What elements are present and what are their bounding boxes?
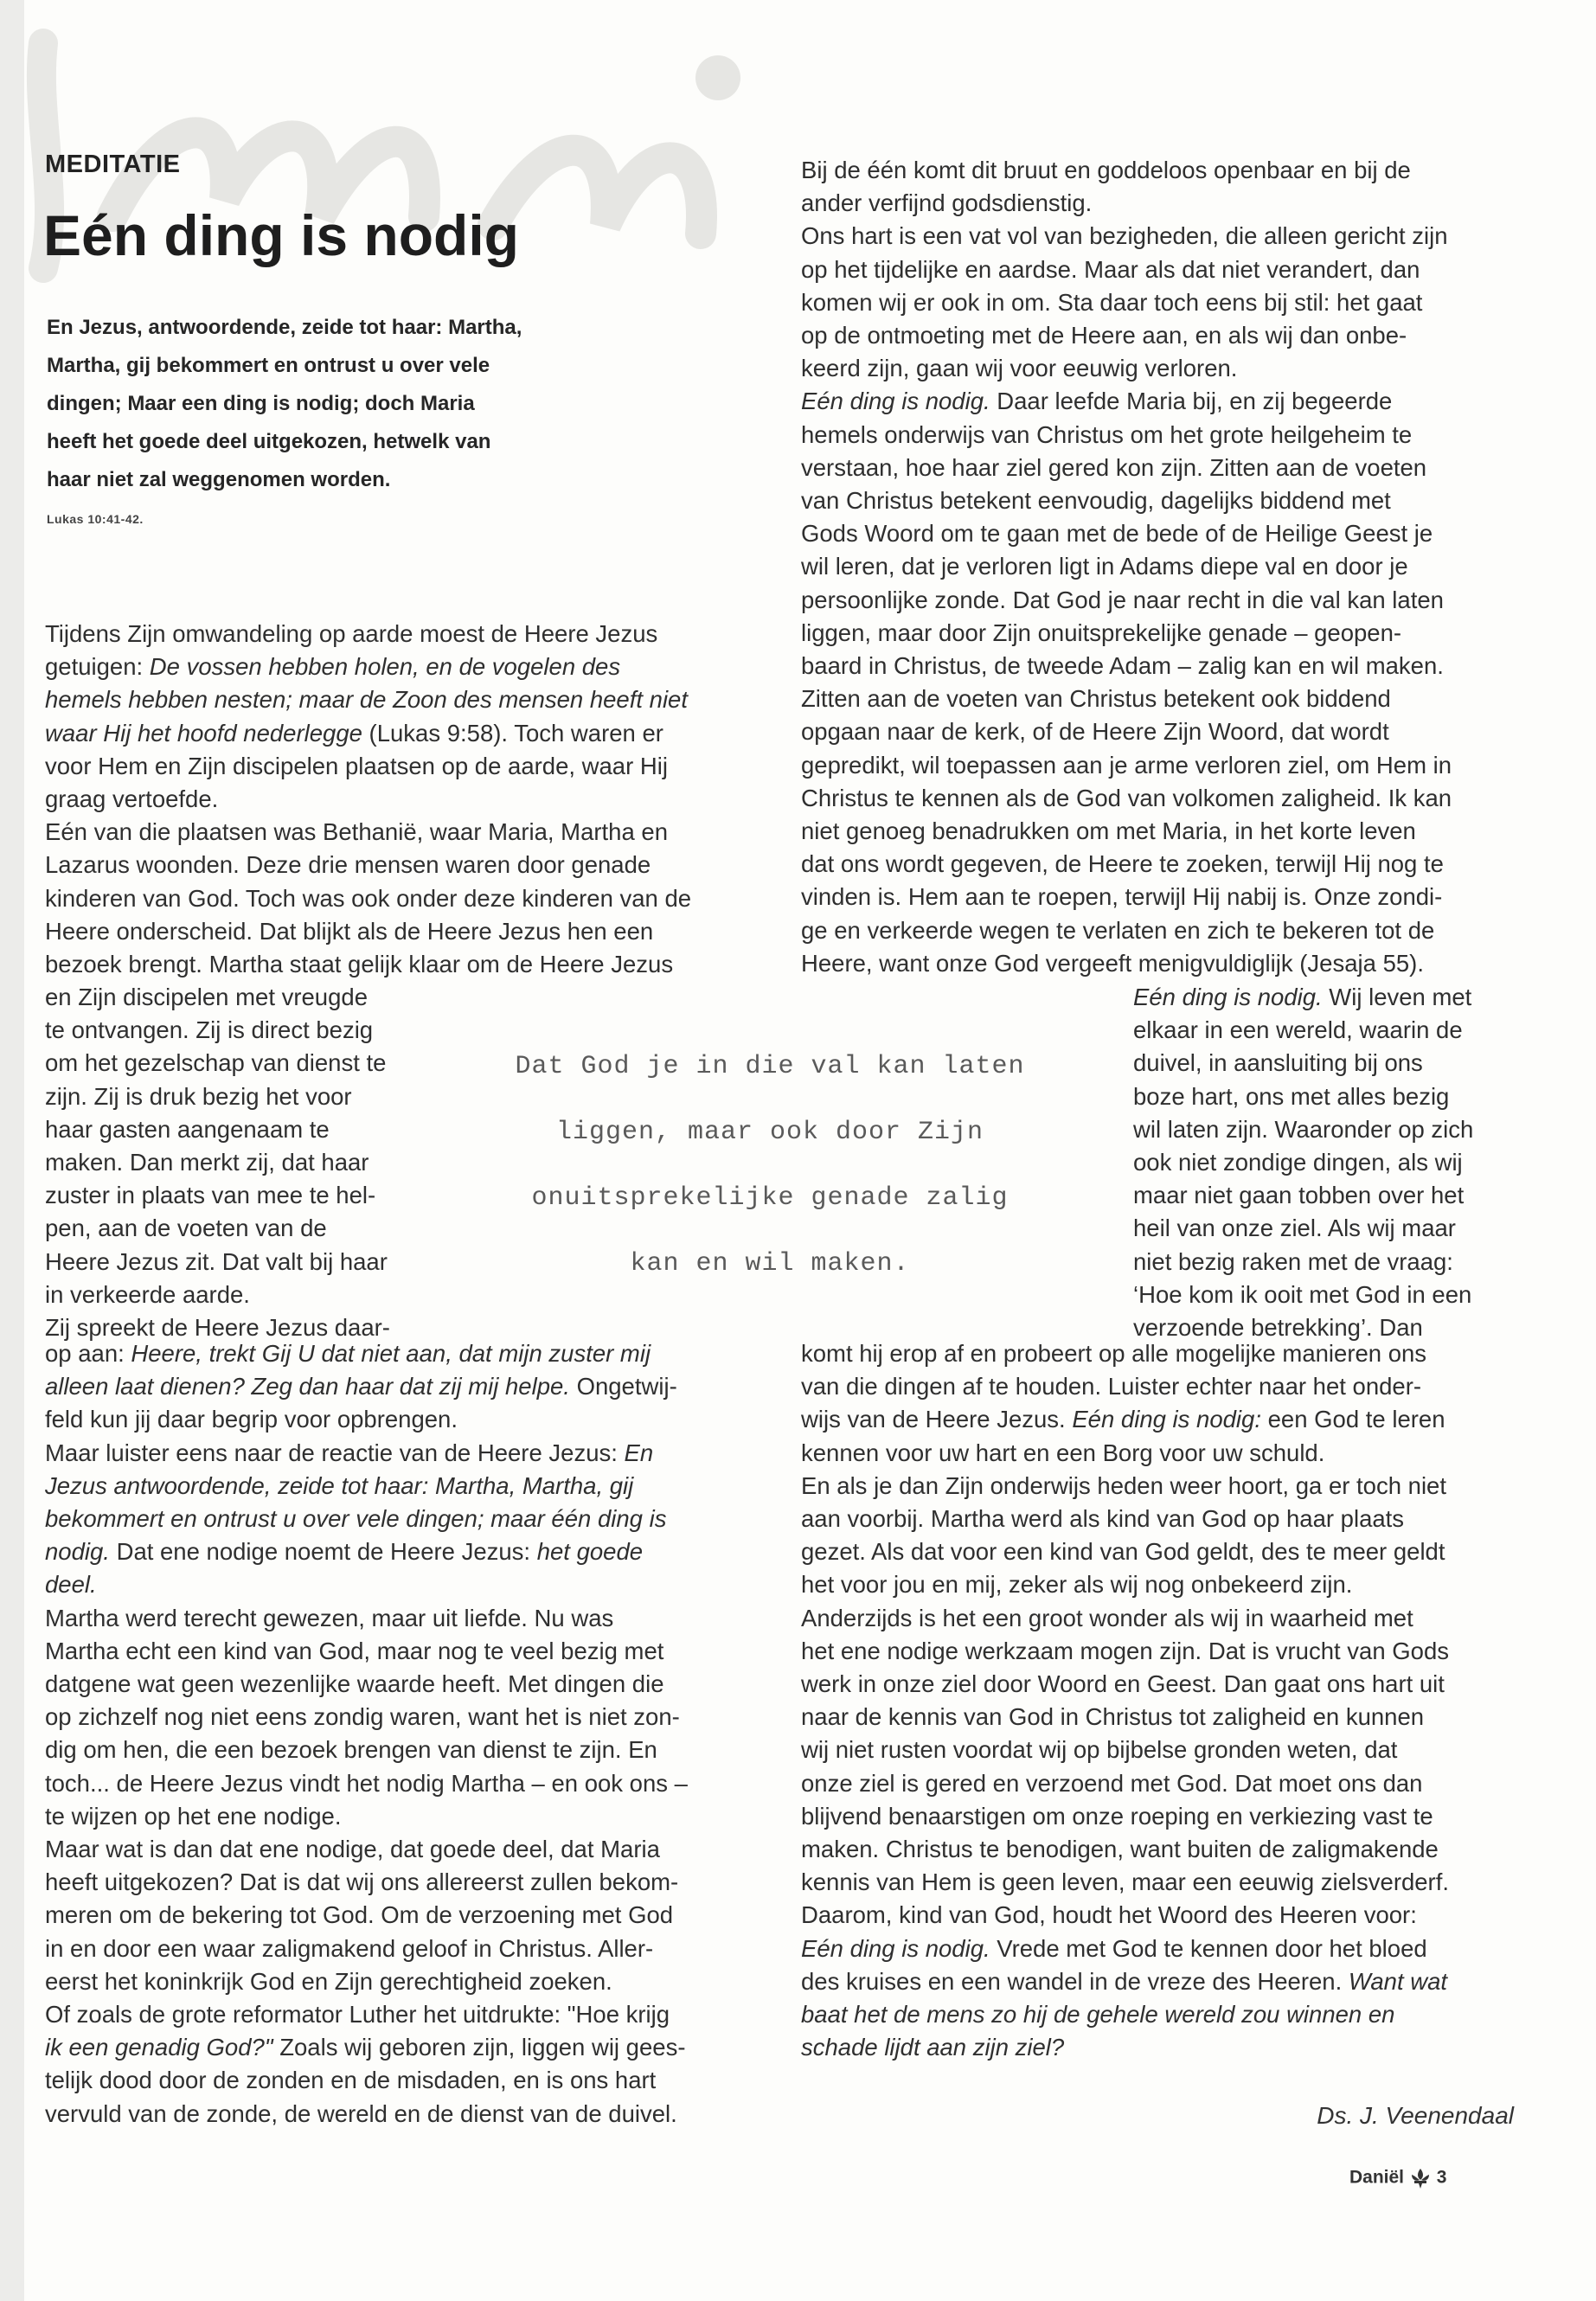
text-segment: elkaar in een wereld, waarin de bbox=[1133, 1016, 1463, 1044]
text-line bbox=[801, 1701, 1510, 1734]
intro-line: En Jezus, antwoordende, zeide tot haar: Martha, bbox=[47, 316, 522, 339]
text-line bbox=[45, 915, 763, 948]
text-segment: Daarom, kind van God, houdt het Woord des Heeren voor: bbox=[801, 1901, 1417, 1929]
italic-segment: schade lijdt aan zijn ziel? bbox=[801, 2034, 1065, 2061]
text-segment: maken. Christus te benodigen, want buiten de zaligmakende bbox=[801, 1836, 1439, 1863]
text-segment: wil laten zijn. Waaronder op zich bbox=[1133, 1115, 1474, 1143]
body-column-left-bottom bbox=[45, 1337, 763, 2131]
italic-segment: Heere, trekt Gij U dat niet aan, dat mijn zuster mij bbox=[131, 1340, 651, 1367]
text-line bbox=[45, 717, 763, 750]
text-segment: komt hij erop af en probeert op alle mogelijke manieren ons bbox=[801, 1340, 1427, 1367]
text-segment: Maar luister eens naar de reactie van de Heere Jezus: bbox=[45, 1439, 625, 1466]
text-segment: Wij leven met bbox=[1322, 984, 1472, 1010]
text-line: pen, aan de voeten van de bbox=[45, 1215, 327, 1242]
text-line bbox=[801, 1403, 1510, 1436]
text-segment: eerst het koninkrijk God en Zijn gerechtigheid zoeken. bbox=[45, 1967, 612, 1995]
text-line bbox=[801, 1437, 1510, 1470]
text-segment: gepredikt, wil toepassen aan je arme verloren ziel, om Hem in bbox=[801, 751, 1452, 779]
text-segment: opgaan naar de kerk, of de Heere Zijn Woord, dat wordt bbox=[801, 718, 1389, 746]
text-line bbox=[45, 1800, 763, 1833]
text-segment: Heere onderscheid. Dat blijkt als de Heere Jezus hen een bbox=[45, 917, 654, 945]
text-segment: op zichzelf nog niet eens zondig waren, want het is niet zon- bbox=[45, 1703, 680, 1731]
text-segment: van Christus betekent eenvoudig, dagelijks biddend met bbox=[801, 487, 1391, 515]
italic-segment: deel. bbox=[45, 1571, 97, 1599]
text-segment: telijk dood door de zonden en de misdaden, en is ons hart bbox=[45, 2067, 657, 2094]
text-segment: Dat ene nodige noemt de Heere Jezus: bbox=[109, 1538, 537, 1566]
text-segment: boze hart, ons met alles bezig bbox=[1133, 1082, 1450, 1110]
italic-segment: En bbox=[624, 1439, 654, 1466]
italic-segment: Eén ding is nodig. bbox=[801, 1934, 990, 1962]
text-line bbox=[801, 220, 1510, 253]
text-segment: datgene wat geen wezenlijke waarde heeft. Met dingen die bbox=[45, 1670, 664, 1698]
italic-segment: Eén ding is nodig. bbox=[801, 388, 990, 415]
text-segment: des kruises en een wandel in de vreze des Heeren. bbox=[801, 1967, 1349, 1995]
text-segment: op aan: bbox=[45, 1340, 131, 1367]
text-segment: Of zoals de grote reformator Luther het uitdrukte: "Hoe krijg bbox=[45, 2001, 670, 2029]
text-line bbox=[801, 550, 1510, 583]
italic-segment: De vossen hebben holen, en de vogelen des bbox=[149, 653, 621, 681]
text-segment: wil leren, dat je verloren ligt in Adams diepe val en door je bbox=[801, 553, 1408, 580]
text-line: Zij spreekt de Heere Jezus daar- bbox=[45, 1314, 390, 1342]
text-line bbox=[45, 849, 763, 881]
text-segment: Zitten aan de voeten van Christus betekent ook biddend bbox=[801, 685, 1391, 713]
text-line bbox=[801, 286, 1510, 319]
text-segment: aan voorbij. Martha werd als kind van God op haar plaats bbox=[801, 1505, 1405, 1533]
text-segment: te wijzen op het ene nodige. bbox=[45, 1802, 342, 1830]
text-line bbox=[801, 782, 1510, 815]
text-line bbox=[45, 1602, 763, 1635]
text-line bbox=[45, 1833, 763, 1866]
text-line: Heere Jezus zit. Dat valt bij haar bbox=[45, 1247, 388, 1275]
text-line bbox=[45, 882, 763, 915]
pull-quote-line: kan en wil maken. bbox=[630, 1249, 910, 1279]
text-line bbox=[45, 2064, 763, 2097]
page-footer bbox=[1349, 2167, 1446, 2189]
text-segment: vinden is. Hem aan te roepen, terwijl Hij nabij is. Onze zondi- bbox=[801, 883, 1443, 911]
pull-quote-line: Dat God je in die val kan laten bbox=[515, 1052, 1025, 1081]
text-segment: bezoek brengt. Martha staat gelijk klaar om de Heere Jezus bbox=[45, 951, 674, 978]
text-line bbox=[801, 914, 1510, 947]
text-segment: ge en verkeerde wegen te verlaten en zich te bekeren tot de bbox=[801, 916, 1435, 944]
text-line: haar gasten aangenaam te bbox=[45, 1115, 330, 1143]
text-line bbox=[45, 750, 763, 783]
text-segment: van die dingen af te houden. Luister echter naar het onder- bbox=[801, 1373, 1422, 1400]
text-line bbox=[1133, 1212, 1514, 1245]
text-line bbox=[801, 319, 1510, 352]
intro-line: Martha, gij bekommert en ontrust u over vele bbox=[47, 354, 490, 377]
text-segment: Gods Woord om te gaan met de bede of de Heilige Geest je bbox=[801, 520, 1433, 548]
text-line bbox=[801, 947, 1510, 980]
text-segment: Bij de één komt dit bruut en goddeloos openbaar en bij de bbox=[801, 157, 1411, 183]
italic-segment: waar Hij het hoofd nederlegge bbox=[45, 719, 362, 747]
text-line bbox=[801, 584, 1510, 617]
text-segment: Ons hart is een vat vol van bezigheden, die alleen gericht zijn bbox=[801, 222, 1448, 250]
text-line bbox=[45, 1370, 763, 1403]
text-line bbox=[801, 1800, 1510, 1833]
text-segment: voor Hem en Zijn discipelen plaatsen op de aarde, waar Hij bbox=[45, 752, 668, 779]
text-line: en Zijn discipelen met vreugde bbox=[45, 984, 368, 1010]
text-line bbox=[1133, 1014, 1514, 1047]
text-segment: keerd zijn, gaan wij voor eeuwig verloren. bbox=[801, 355, 1238, 382]
text-segment: Tijdens Zijn omwandeling op aarde moest de Heere Jezus bbox=[45, 620, 658, 647]
text-line bbox=[45, 1899, 763, 1932]
text-segment: wij niet rusten voordat wij op bijbelse gronden weten, dat bbox=[801, 1736, 1398, 1764]
text-line bbox=[801, 683, 1510, 715]
scripture-reference: Lukas 10:41-42. bbox=[47, 512, 144, 526]
text-line bbox=[45, 683, 763, 716]
text-segment: heil van onze ziel. Als wij maar bbox=[1133, 1215, 1456, 1242]
text-segment: Ongetwij- bbox=[569, 1373, 677, 1400]
text-segment: hemels onderwijs van Christus om het grote heilgeheim te bbox=[801, 420, 1413, 448]
text-segment: graag vertoefde. bbox=[45, 785, 219, 813]
text-line bbox=[1133, 1246, 1514, 1279]
text-line bbox=[45, 651, 763, 683]
text-segment: dig om hen, die een bezoek brengen van dienst te zijn. En bbox=[45, 1736, 657, 1764]
text-segment: Christus te kennen als de God van volkomen zaligheid. Ik kan bbox=[801, 784, 1452, 811]
text-line bbox=[45, 1998, 763, 2031]
body-column-right-bottom bbox=[801, 1337, 1510, 2064]
text-line bbox=[801, 2031, 1510, 2064]
text-line bbox=[801, 848, 1510, 881]
text-line bbox=[1133, 1146, 1514, 1179]
text-line bbox=[45, 1503, 763, 1535]
text-segment: Lazarus woonden. Deze drie mensen waren door genade bbox=[45, 851, 651, 879]
text-line bbox=[45, 1437, 763, 1470]
text-segment: op de ontmoeting met de Heere aan, en als wij dan onbe- bbox=[801, 322, 1407, 349]
text-segment: baard in Christus, de tweede Adam – zalig kan en wil maken. bbox=[801, 652, 1444, 680]
text-segment: meren om de bekering tot God. Om de verzoening met God bbox=[45, 1901, 674, 1929]
italic-segment: het goede bbox=[536, 1538, 644, 1566]
text-segment: werk in onze ziel door Woord en Geest. Dan gaat ons hart uit bbox=[801, 1670, 1445, 1698]
text-line bbox=[801, 1866, 1510, 1899]
text-line bbox=[801, 1370, 1510, 1403]
text-segment: En als je dan Zijn onderwijs heden weer hoort, ga er toch niet bbox=[801, 1471, 1446, 1499]
text-line bbox=[1133, 1047, 1514, 1080]
text-line bbox=[45, 1866, 763, 1899]
text-segment: Zoals wij geboren zijn, liggen wij gees- bbox=[272, 2034, 686, 2061]
pull-quote bbox=[467, 1034, 1073, 1297]
text-line bbox=[801, 1470, 1510, 1503]
text-line bbox=[801, 187, 1510, 220]
text-line bbox=[801, 881, 1510, 913]
text-line bbox=[801, 1998, 1510, 2031]
text-line bbox=[801, 650, 1510, 683]
text-segment: kinderen van God. Toch was ook onder deze kinderen van de bbox=[45, 884, 692, 912]
body-column-left-narrow bbox=[45, 981, 408, 1344]
intro-line: dingen; Maar een ding is nodig; doch Maria bbox=[47, 392, 475, 415]
text-segment: Heere, want onze God vergeeft menigvuldiglijk (Jesaja 55). bbox=[801, 949, 1424, 977]
text-segment: het ene nodige werkzaam mogen zijn. Dat is vrucht van Gods bbox=[801, 1637, 1449, 1664]
text-line bbox=[45, 1701, 763, 1734]
pull-quote-line: liggen, maar ook door Zijn bbox=[555, 1118, 984, 1147]
text-segment: Martha werd terecht gewezen, maar uit liefde. Nu was bbox=[45, 1604, 614, 1631]
text-segment: Daar leefde Maria bij, en zij begeerde bbox=[990, 388, 1393, 415]
text-segment: verzoende betrekking’. Dan bbox=[1133, 1314, 1423, 1342]
text-segment: naar de kennis van God in Christus tot zaligheid en kunnen bbox=[801, 1703, 1425, 1731]
text-segment: gezet. Als dat voor een kind van God geldt, des te meer geldt bbox=[801, 1538, 1445, 1566]
text-line bbox=[801, 1568, 1510, 1601]
italic-segment: Eén ding is nodig. bbox=[1133, 984, 1323, 1010]
text-segment: onze ziel is gered en verzoend met God. Dat moet ons dan bbox=[801, 1769, 1423, 1797]
text-line bbox=[801, 484, 1510, 517]
italic-segment: nodig. bbox=[45, 1538, 110, 1566]
text-line bbox=[45, 1734, 763, 1766]
text-line bbox=[45, 1965, 763, 1998]
text-line: te ontvangen. Zij is direct bezig bbox=[45, 1016, 374, 1044]
italic-segment: ik een genadig God?" bbox=[45, 2034, 273, 2061]
text-line bbox=[45, 1403, 763, 1436]
text-line bbox=[1133, 1179, 1514, 1212]
text-line bbox=[801, 1668, 1510, 1701]
article-title: Eén ding is nodig bbox=[43, 203, 519, 267]
text-line bbox=[801, 1535, 1510, 1568]
italic-segment: hemels hebben nesten; maar de Zoon des mensen heeft niet bbox=[45, 686, 688, 714]
body-column-left-top bbox=[45, 618, 763, 981]
italic-segment: alleen laat dienen? Zeg dan haar dat zij mij helpe. bbox=[45, 1373, 570, 1400]
text-line bbox=[45, 816, 763, 849]
text-line bbox=[45, 1767, 763, 1800]
text-segment: liggen, maar door Zijn onuitsprekelijke genade – geopen- bbox=[801, 619, 1402, 646]
text-line bbox=[45, 1470, 763, 1503]
text-segment: Eén van die plaatsen was Bethanië, waar Maria, Martha en bbox=[45, 818, 668, 846]
scan-edge bbox=[0, 0, 24, 2301]
intro-scripture bbox=[47, 309, 574, 499]
text-segment: Maar wat is dan dat ene nodige, dat goede deel, dat Maria bbox=[45, 1836, 660, 1863]
publication-name: Daniël bbox=[1349, 2167, 1405, 2188]
text-segment: niet genoeg benadrukken om met Maria, in het korte leven bbox=[801, 817, 1416, 845]
text-line bbox=[801, 517, 1510, 550]
text-segment: ook niet zondige dingen, als wij bbox=[1133, 1149, 1463, 1176]
text-segment: blijvend benaarstigen om onze roeping en verkiezing vast te bbox=[801, 1802, 1433, 1830]
text-line bbox=[45, 1932, 763, 1965]
text-segment: Martha echt een kind van God, maar nog te veel bezig met bbox=[45, 1637, 664, 1664]
text-line bbox=[801, 617, 1510, 650]
text-line bbox=[801, 154, 1510, 187]
text-segment: getuigen: bbox=[45, 653, 150, 681]
italic-segment: Jezus antwoordende, zeide tot haar: Martha, Martha, gij bbox=[45, 1471, 634, 1499]
intro-line: haar niet zal weggenomen worden. bbox=[47, 468, 391, 491]
text-line bbox=[45, 618, 763, 651]
text-segment: komen wij er ook in om. Sta daar toch eens bij stil: het gaat bbox=[801, 288, 1423, 316]
text-line bbox=[801, 749, 1510, 782]
text-line bbox=[45, 1635, 763, 1668]
text-line bbox=[801, 419, 1510, 452]
text-segment: heeft uitgekozen? Dat is dat wij ons allereerst zullen bekom- bbox=[45, 1868, 679, 1896]
text-segment: Vrede met God te kennen door het bloed bbox=[990, 1934, 1427, 1962]
text-segment: het voor jou en mij, zeker als wij nog onbekeerd zijn. bbox=[801, 1571, 1353, 1599]
text-segment: ‘Hoe kom ik ooit met God in een bbox=[1133, 1280, 1472, 1308]
page-number: 3 bbox=[1436, 2167, 1447, 2188]
text-line bbox=[801, 1337, 1510, 1370]
italic-segment: bekommert en ontrust u over vele dingen; maar één ding is bbox=[45, 1505, 667, 1533]
text-line bbox=[45, 1568, 763, 1601]
text-segment: op het tijdelijke en aardse. Maar als dat niet verandert, dan bbox=[801, 255, 1420, 283]
body-column-right-top bbox=[801, 154, 1510, 980]
text-line bbox=[45, 2098, 763, 2131]
text-segment: vervuld van de zonde, de wereld en de dienst van de duivel. bbox=[45, 2099, 677, 2127]
text-segment: ander verfijnd godsdienstig. bbox=[801, 189, 1093, 217]
text-segment: (Lukas 9:58). Toch waren er bbox=[362, 719, 663, 747]
text-line: zijn. Zij is druk bezig het voor bbox=[45, 1082, 352, 1110]
text-segment: wijs van de Heere Jezus. bbox=[801, 1406, 1073, 1433]
text-segment: in en door een waar zaligmakend geloof in Christus. Aller- bbox=[45, 1934, 654, 1962]
text-line bbox=[45, 1535, 763, 1568]
text-segment: kennis van Hem is geen leven, maar een eeuwig zielsverderf. bbox=[801, 1868, 1449, 1896]
text-line bbox=[1133, 981, 1514, 1014]
text-line bbox=[801, 1932, 1510, 1965]
text-segment: duivel, in aansluiting bij ons bbox=[1133, 1049, 1423, 1077]
text-line bbox=[801, 715, 1510, 748]
text-line bbox=[45, 1668, 763, 1701]
text-segment: Anderzijds is het een groot wonder als wij in waarheid met bbox=[801, 1604, 1413, 1631]
author-signature: Ds. J. Veenendaal bbox=[1317, 2102, 1514, 2129]
text-line bbox=[801, 1965, 1510, 1998]
text-line bbox=[45, 948, 763, 981]
text-line bbox=[801, 385, 1510, 418]
pull-quote-line: onuitsprekelijke genade zalig bbox=[531, 1183, 1009, 1213]
text-line: maken. Dan merkt zij, dat haar bbox=[45, 1149, 369, 1176]
text-line bbox=[45, 783, 763, 816]
text-line bbox=[801, 1503, 1510, 1535]
text-line bbox=[801, 1734, 1510, 1766]
body-column-right-narrow bbox=[1133, 981, 1514, 1344]
text-line bbox=[801, 815, 1510, 848]
text-line: om het gezelschap van dienst te bbox=[45, 1049, 387, 1077]
text-segment: feld kun jij daar begrip voor opbrengen. bbox=[45, 1406, 458, 1433]
text-segment: dat ons wordt gegeven, de Heere te zoeken, terwijl Hij nog te bbox=[801, 850, 1444, 878]
text-line bbox=[801, 1635, 1510, 1668]
text-segment: toch... de Heere Jezus vindt het nodig Martha – en ook ons – bbox=[45, 1769, 688, 1797]
text-segment: persoonlijke zonde. Dat God je naar recht in die val kan laten bbox=[801, 586, 1444, 613]
text-line bbox=[1133, 1113, 1514, 1146]
text-line bbox=[1133, 1080, 1514, 1113]
text-line bbox=[801, 1833, 1510, 1866]
italic-segment: Eén ding is nodig: bbox=[1072, 1406, 1261, 1433]
text-segment: kennen voor uw hart en een Borg voor uw schuld. bbox=[801, 1439, 1325, 1466]
text-segment: verstaan, hoe haar ziel gered kon zijn. Zitten aan de voeten bbox=[801, 453, 1427, 481]
text-line: in verkeerde aarde. bbox=[45, 1280, 250, 1308]
section-kicker: MEDITATIE bbox=[45, 151, 181, 178]
italic-segment: Want wat bbox=[1348, 1967, 1448, 1995]
text-line bbox=[45, 1337, 763, 1370]
text-segment: niet bezig raken met de vraag: bbox=[1133, 1247, 1453, 1275]
text-segment: een God te leren bbox=[1260, 1406, 1445, 1433]
text-line bbox=[1133, 1279, 1514, 1311]
text-line bbox=[801, 1602, 1510, 1635]
text-line bbox=[801, 253, 1510, 286]
text-line bbox=[801, 1899, 1510, 1932]
text-line: zuster in plaats van mee te hel- bbox=[45, 1182, 376, 1209]
fleur-de-lis-icon bbox=[1409, 2167, 1432, 2189]
text-line bbox=[45, 2031, 763, 2064]
text-line bbox=[801, 452, 1510, 484]
intro-line: heeft het goede deel uitgekozen, hetwelk van bbox=[47, 430, 491, 453]
text-segment: maar niet gaan tobben over het bbox=[1133, 1182, 1465, 1209]
italic-segment: baat het de mens zo hij de gehele wereld zou winnen en bbox=[801, 2001, 1395, 2029]
text-line bbox=[801, 352, 1510, 385]
text-line bbox=[801, 1767, 1510, 1800]
